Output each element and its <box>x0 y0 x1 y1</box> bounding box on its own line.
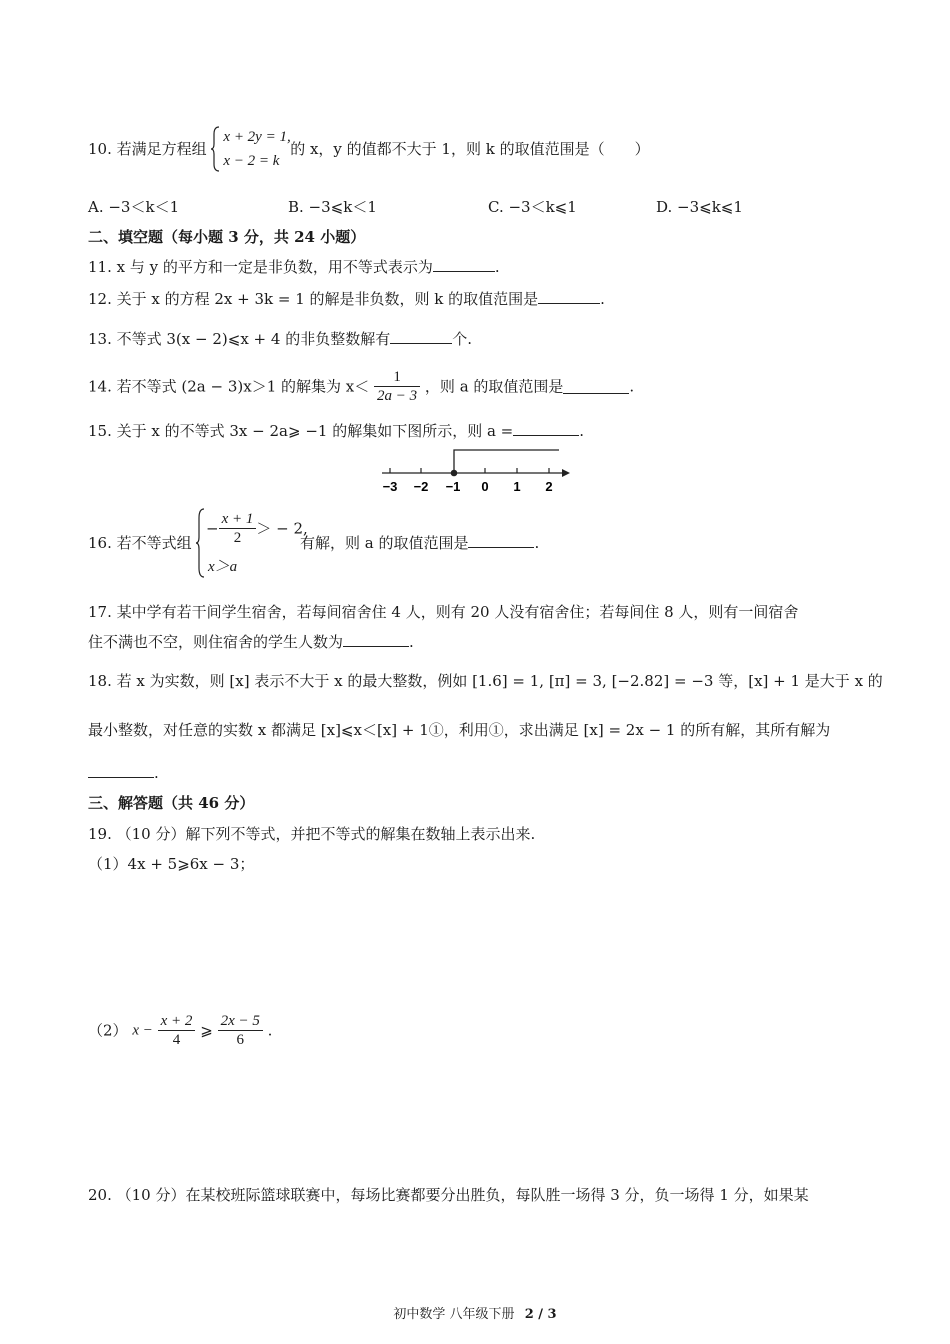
q10-suffix: 的 x，y 的值都不大于 1，则 k 的取值范围是（ ） <box>290 140 650 158</box>
question-18-line2: 最小整数，对任意的实数 x 都满足 [x]⩽x＜[x] + 1①，利用①，求出满足 [x] = 2x − 1 的所有解，其所有解为 <box>88 721 831 739</box>
q10-choice-a[interactable]: A. −3＜k＜1 <box>88 198 180 216</box>
question-10 <box>88 126 650 176</box>
question-13: 13. 不等式 3(x − 2)⩽x + 4 的非负整数解有 个. <box>88 330 472 348</box>
question-17-line1: 17. 某中学有若干间学生宿舍，若每间宿舍住 4 人，则有 20 人没有宿舍住；若每间住 8 人，则有一间宿舍 <box>88 603 799 621</box>
q14-fraction: $\frac{1}{2a - 3}$ <box>374 368 420 405</box>
tick-label: −1 <box>445 479 461 494</box>
q10-prefix: 10. 若满足方程组 <box>88 140 207 158</box>
answer-blank[interactable] <box>88 763 154 778</box>
q16-inequality-system <box>196 508 308 578</box>
solid-endpoint <box>451 470 458 477</box>
number-line-figure <box>376 446 576 496</box>
footer-text: 初中数学 八年级下册 <box>393 1307 515 1322</box>
answer-blank[interactable] <box>513 421 579 436</box>
section-3-title: 三、解答题（共 46 分） <box>88 794 255 812</box>
arrow-right-icon <box>562 469 570 477</box>
left-brace-icon <box>211 126 221 172</box>
exam-page: 10. 若满足方程组 x + 2y = 1, x − 2 = k 的 x，y 的值都不大于 1，则 k 的取值范围是（ ） A. −3＜k＜1 B. −3⩽k＜1 C. −3＜k⩽1 D. −3⩽k⩽1 二、填空题（每小题 3 分，共 24 小题） 11. x 与 y 的平方和一定是非负数，用不等式表示为 . 12. 关于 x 的方程 2x + 3k = 1 的解是非负数，则 k 的取值范围是 . 13. 不等式 3(x − 2)⩽x + 4 的非负整数解有 个. 14. 若不等式 (2a − 3)x＞1 的解集为 x＜ $\frac{1}{2a - 3}$ ，则 a 的取值范围是 . 15. 关于 x 的不等式 3x − 2a⩾ −1 的解集如下图所示，则 a = . −3 −2 −1 0 1 2 16. 若不等式组 − $\frac{x + 1}{2}$ ＞ − 2, x＞a 有解，则 a 的取值范围是 . 17. 某中学有若干间学生宿舍，若每间宿舍住 4 人，则有 20 人没有宿舍住；若每间住 8 人，则有一间宿舍 住不满也不空，则住宿舍的学生人数为 . 18. 若 x 为实数，则 [x] 表示不大于 x 的最大整数，例如 [1.6] = 1, [π] = 3, [−2.82] = −3 等，[x] + 1 是大于 x 的 最小整数，对任意的实数 x 都满足 [x]⩽x＜[x] + 1①，利用①，求出满足 [x] = 2x − 1 的所有解，其所有解为 . 三、解答题（共 46 分） 19. （10 分）解下列不等式，并把不等式的解集在数轴上表示出来. （1）4x + 5⩾6x − 3； （2） x − $\frac{x + 2}{4}$ ⩾ $\frac{2x - 5}{6}$ . 20. （10 分）在某校班际篮球联赛中，每场比赛都要分出胜负，每队胜一场得 3 分，负一场得 1 分，如果某 初中数学 八年级下册 2 / 3 <box>0 0 950 1344</box>
question-18-line1: 18. 若 x 为实数，则 [x] 表示不大于 x 的最大整数，例如 [1.6] = 1, [π] = 3, [−2.82] = −3 等，[x] + 1 是大于 x 的 <box>88 672 883 690</box>
q10-choices <box>88 196 848 218</box>
question-14: 14. 若不等式 (2a − 3)x＞1 的解集为 x＜ $\frac{1}{2a - 3}$ ，则 a 的取值范围是 . <box>88 369 635 404</box>
answer-blank[interactable] <box>538 289 600 304</box>
question-19: 19. （10 分）解下列不等式，并把不等式的解集在数轴上表示出来. <box>88 825 536 843</box>
question-20: 20. （10 分）在某校班际篮球联赛中，每场比赛都要分出胜负，每队胜一场得 3 分，负一场得 1 分，如果某 <box>88 1186 809 1204</box>
page-footer <box>0 1303 950 1322</box>
answer-blank[interactable] <box>433 257 495 272</box>
q10-eq1: x + 2y = 1, <box>223 129 291 145</box>
question-18-line3: . <box>88 762 159 784</box>
q16-line1: − $\frac{x + 1}{2}$ ＞ − 2, <box>206 511 308 546</box>
question-12: 12. 关于 x 的方程 2x + 3k = 1 的解是非负数，则 k 的取值范围是 . <box>88 290 605 308</box>
solution-ray <box>454 450 559 473</box>
q10-choice-d[interactable]: D. −3⩽k⩽1 <box>656 198 743 216</box>
q19-part-2: （2） x − $\frac{x + 2}{4}$ ⩾ $\frac{2x - 5}{6}$ . <box>88 1013 273 1048</box>
answer-blank[interactable] <box>563 379 629 394</box>
q10-eq2: x − 2 = k <box>223 153 280 169</box>
tick-label: 1 <box>513 479 521 494</box>
answer-blank[interactable] <box>343 632 409 647</box>
tick-label: −2 <box>413 479 429 494</box>
left-brace-icon <box>196 508 206 578</box>
section-2-title: 二、填空题（每小题 3 分，共 24 小题） <box>88 228 366 246</box>
q10-choice-b[interactable]: B. −3⩽k＜1 <box>288 198 377 216</box>
tick-label: −3 <box>382 479 398 494</box>
question-17-line2: 住不满也不空，则住宿舍的学生人数为 . <box>88 633 414 651</box>
tick-label: 0 <box>481 479 489 494</box>
question-15: 15. 关于 x 的不等式 3x − 2a⩾ −1 的解集如下图所示，则 a = . <box>88 422 585 440</box>
q16-line2: x＞a <box>208 559 238 575</box>
q19-part-1: （1）4x + 5⩾6x − 3； <box>88 855 255 873</box>
tick-label: 2 <box>545 479 553 494</box>
page-number: 2 / 3 <box>524 1307 557 1322</box>
q10-choice-c[interactable]: C. −3＜k⩽1 <box>488 198 577 216</box>
answer-blank[interactable] <box>390 329 452 344</box>
q10-equation-system <box>211 126 291 172</box>
question-11: 11. x 与 y 的平方和一定是非负数，用不等式表示为 . <box>88 258 500 276</box>
answer-blank[interactable] <box>468 533 534 548</box>
